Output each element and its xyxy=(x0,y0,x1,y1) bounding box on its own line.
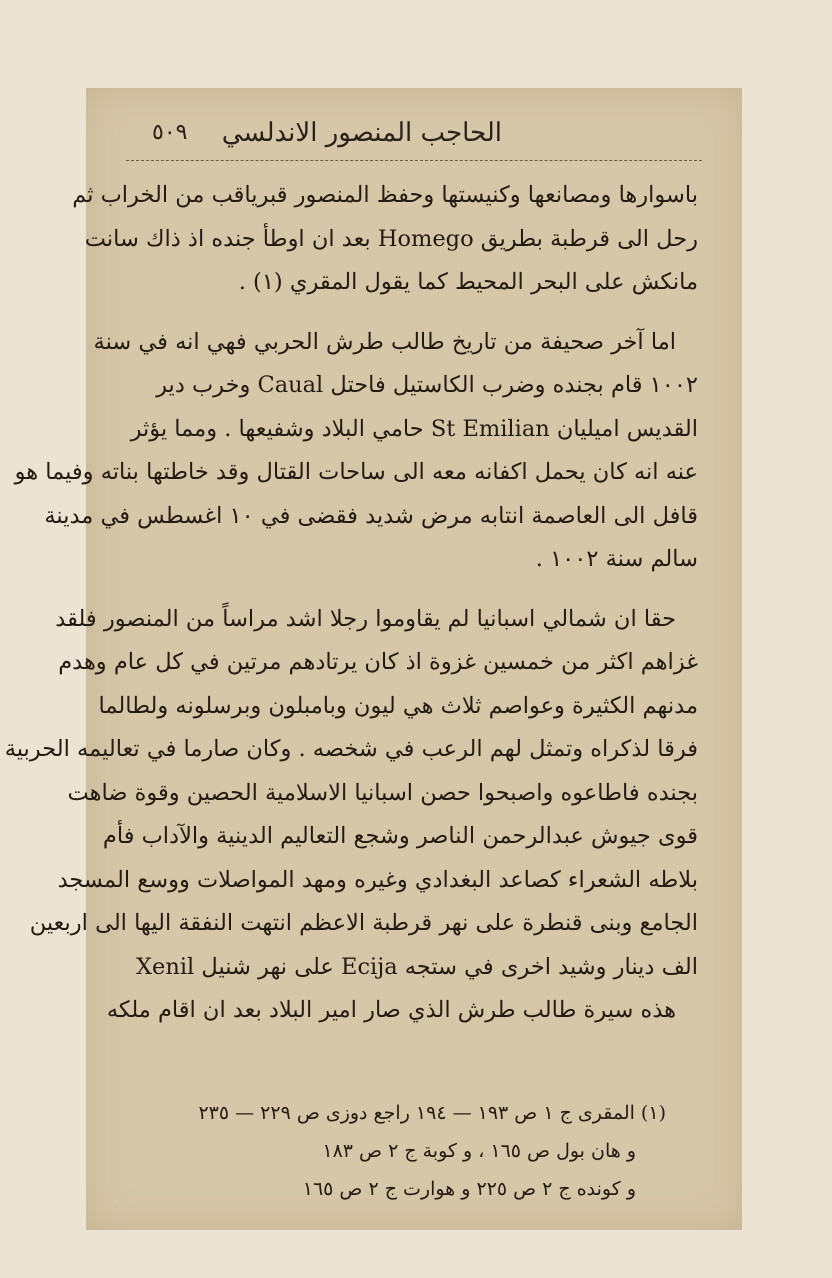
header-title: الحاجب المنصور الاندلسي xyxy=(221,118,502,148)
text-line: الف دينار وشيد اخرى في ستجه Ecija على نهر شنيل Xenil xyxy=(136,953,698,980)
text-line: بجنده فاطاعوه واصبحوا حصن اسبانيا الاسلامية الحصين وقوة ضاهت xyxy=(67,779,698,806)
footnote-line: و هان بول ص ١٦٥ ، و كوبة ج ٢ ص ١٨٣ xyxy=(322,1140,636,1162)
text-line: بلاطه الشعراء كصاعد البغدادي وغيره ومهد المواصلات ووسع المسجد xyxy=(57,866,698,893)
paragraph-gap xyxy=(126,305,698,321)
text-line: القديس اميليان St Emilian حامي البلاد وشفيعها . ومما يؤثر xyxy=(130,415,698,442)
book-page xyxy=(4,88,742,1230)
running-header xyxy=(126,116,702,161)
text-line: فرقا لذكراه وتمثل لهم الرعب في شخصه . وكان صارما في تعاليمه الحربية xyxy=(4,736,698,762)
page-number: ٥٠٩ xyxy=(152,120,188,145)
text-line: اما آخر صحيفة من تاريخ طالب طرش الحربي فهي انه في سنة xyxy=(93,328,676,355)
text-line: ١٠٠٢ قام بجنده وضرب الكاستيل فاحتل Caual وخرب دير xyxy=(156,372,698,398)
text-line: غزاهم اكثر من خمسين غزوة اذ كان يرتادهم مرتين في كل عام وهدم xyxy=(58,649,698,675)
text-line: رحل الى قرطبة بطريق Homego بعد ان اوطأ جنده اذ ذاك سانت xyxy=(84,225,698,252)
footnotes xyxy=(156,1094,666,1208)
text-line: عنه انه كان يحمل اكفانه معه الى ساحات القتال وقد خاطتها بناته وفيما هو xyxy=(14,459,698,485)
text-line: مانكش على البحر المحيط كما يقول المقري (١) . xyxy=(238,269,698,295)
text-line: سالم سنة ١٠٠٢ . xyxy=(535,546,698,572)
text-line: قوى جيوش عبدالرحمن الناصر وشجع التعاليم الدينية والآداب فأم xyxy=(102,823,698,849)
text-line: الجامع وبنى قنطرة على نهر قرطبة الاعظم انتهت النفقة اليها الى اربعين xyxy=(29,910,698,936)
text-line: قافل الى العاصمة انتابه مرض شديد فقضى في ١٠ اغسطس في مدينة xyxy=(44,502,698,529)
text-line: حقا ان شمالي اسبانيا لم يقاوموا رجلا اشد مراساً من المنصور فلقد xyxy=(55,605,676,632)
paragraph-gap xyxy=(126,582,698,598)
text-line: مدنهم الكثيرة وعواصم ثلاث هي ليون وبامبلون وبرسلونه ولطالما xyxy=(98,692,698,719)
body-text xyxy=(4,174,698,1033)
footnote-line: (١) المقرى ج ١ ص ١٩٣ — ١٩٤ راجع دوزى ص ٢٢٩ — ٢٣٥ xyxy=(198,1102,666,1124)
text-line: باسوارها ومصانعها وكنيستها وحفظ المنصور قبرياقب من الخراب ثم xyxy=(72,182,698,208)
footnote-line: و كونده ج ٢ ص ٢٢٥ و هوارت ج ٢ ص ١٦٥ xyxy=(302,1178,636,1200)
text-line: هذه سيرة طالب طرش الذي صار امير البلاد بعد ان اقام ملكه xyxy=(106,997,676,1023)
